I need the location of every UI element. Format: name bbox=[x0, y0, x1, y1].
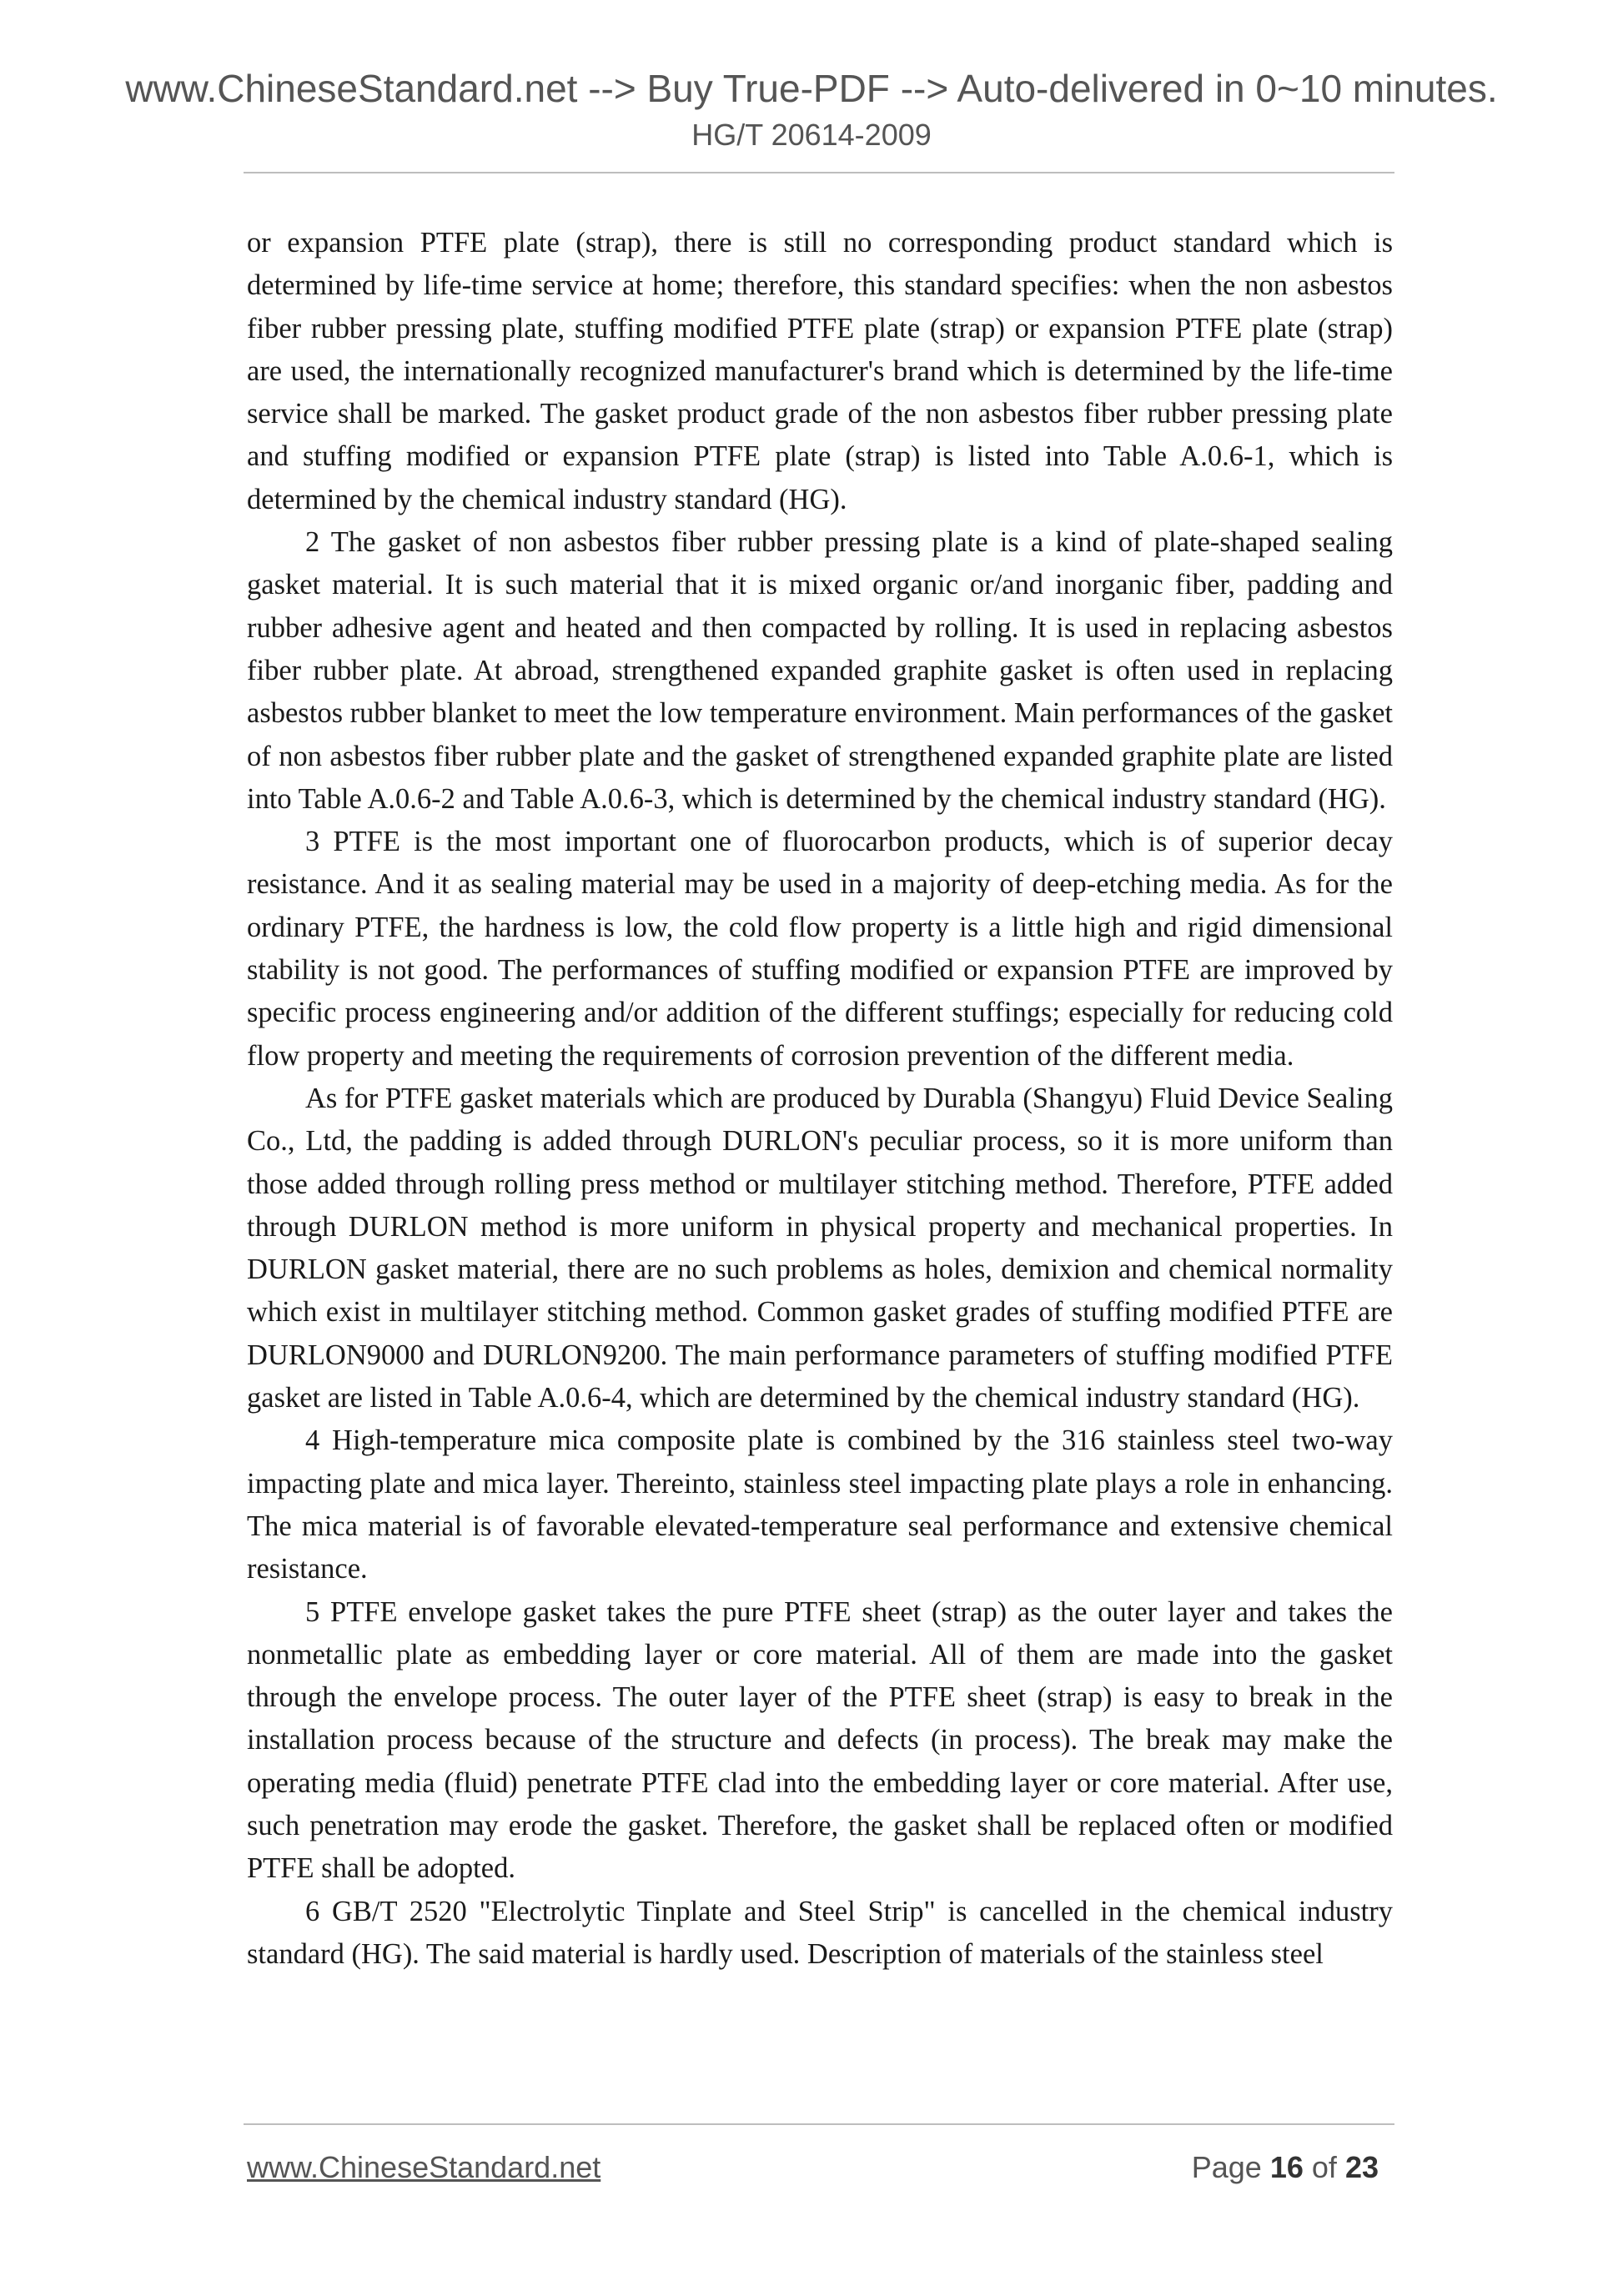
header-divider bbox=[244, 172, 1394, 173]
paragraph-item-2: 2 The gasket of non asbestos fiber rubber pressing plate is a kind of plate-shaped sealing gasket material. It is such material that it is mixed organic or/and inorganic fiber, padding and rubber adhesive agent and heated and then compacted by rolling. It is used in replacing asbestos fiber rubber plate. At abroad, strengthened expanded graphite gasket is often used in replacing asbestos rubber blanket to meet the low temperature environment. Main performances of the gasket of non asbestos fiber rubber plate and the gasket of strengthened expanded graphite plate are listed into Table A.0.6-2 and Table A.0.6-3, which is determined by the chemical industry standard (HG). bbox=[247, 526, 1393, 815]
page-total: 23 bbox=[1344, 2150, 1379, 2184]
document-code: HG/T 20614-2009 bbox=[691, 118, 932, 152]
header-banner: www.ChineseStandard.net --> Buy True-PDF --> Auto-delivered in 0~10 minutes. bbox=[125, 67, 1498, 110]
paragraph-durlon: As for PTFE gasket materials which are produced by Durabla (Shangyu) Fluid Device Sealing Co., Ltd, the padding is added through DURLON's peculiar process, so it is more uniform than those added through rolling press method or multilayer stitching method. Therefore, PTFE added through DURLON method is more uniform in physical property and mechanical properties. In DURLON gasket material, there are no such problems as holes, demixion and chemical normality which exist in multilayer stitching method. Common gasket grades of stuffing modified PTFE are DURLON9000 and DURLON9200. The main performance parameters of stuffing modified PTFE gasket are listed in Table A.0.6-4, which are determined by the chemical industry standard (HG). bbox=[247, 1082, 1393, 1414]
page-of-label: of bbox=[1311, 2150, 1337, 2184]
paragraph-item-4: 4 High-temperature mica composite plate is combined by the 316 stainless steel two-way impacting plate and mica layer. Thereinto, stainless steel impacting plate plays a role in enhancing. The mica material is of favorable elevated-temperature seal performance and extensive chemical resistance. bbox=[247, 1424, 1393, 1585]
paragraph-item-5: 5 PTFE envelope gasket takes the pure PTFE sheet (strap) as the outer layer and takes the nonmetallic plate as embedding layer or core material. All of them are made into the gasket through the envelope process. The outer layer of the PTFE sheet (strap) is easy to break in the installation process because of the structure and defects (in process). The break may make the operating media (fluid) penetrate PTFE clad into the embedding layer or core material. After use, such penetration may erode the gasket. Therefore, the gasket shall be replaced often or modified PTFE shall be adopted. bbox=[247, 1595, 1393, 1885]
page-current: 16 bbox=[1269, 2150, 1304, 2184]
page-label: Page bbox=[1191, 2150, 1262, 2184]
paragraph-item-6: 6 GB/T 2520 "Electrolytic Tinplate and Steel Strip" is cancelled in the chemical industry standard (HG). The said material is hardly used. Description of materials of the stainless steel bbox=[247, 1895, 1393, 1970]
body-text bbox=[247, 222, 1393, 1976]
page-indicator bbox=[1192, 2150, 1379, 2185]
footer-site-link[interactable]: www.ChineseStandard.net bbox=[247, 2150, 601, 2184]
paragraph-continuation: or expansion PTFE plate (strap), there is still no corresponding product standard which is determined by life-time service at home; therefore, this standard specifies: when the non asbestos fiber rubber pressing plate, stuffing modified PTFE plate (strap) or expansion PTFE plate (strap) are used, the internationally recognized manufacturer's brand which is determined by the life-time service shall be marked. The gasket product grade of the non asbestos fiber rubber pressing plate and stuffing modified or expansion PTFE plate (strap) is listed into Table A.0.6-1, which is determined by the chemical industry standard (HG). bbox=[247, 227, 1393, 515]
footer-divider bbox=[244, 2123, 1394, 2125]
paragraph-item-3: 3 PTFE is the most important one of fluorocarbon products, which is of superior decay resistance. And it as sealing material may be used in a majority of deep-etching media. As for the ordinary PTFE, the hardness is low, the cold flow property is a little high and rigid dimensional stability is not good. The performances of stuffing modified or expansion PTFE are improved by specific process engineering and/or addition of the different stuffings; especially for reducing cold flow property and meeting the requirements of corrosion prevention of the different media. bbox=[247, 826, 1393, 1072]
